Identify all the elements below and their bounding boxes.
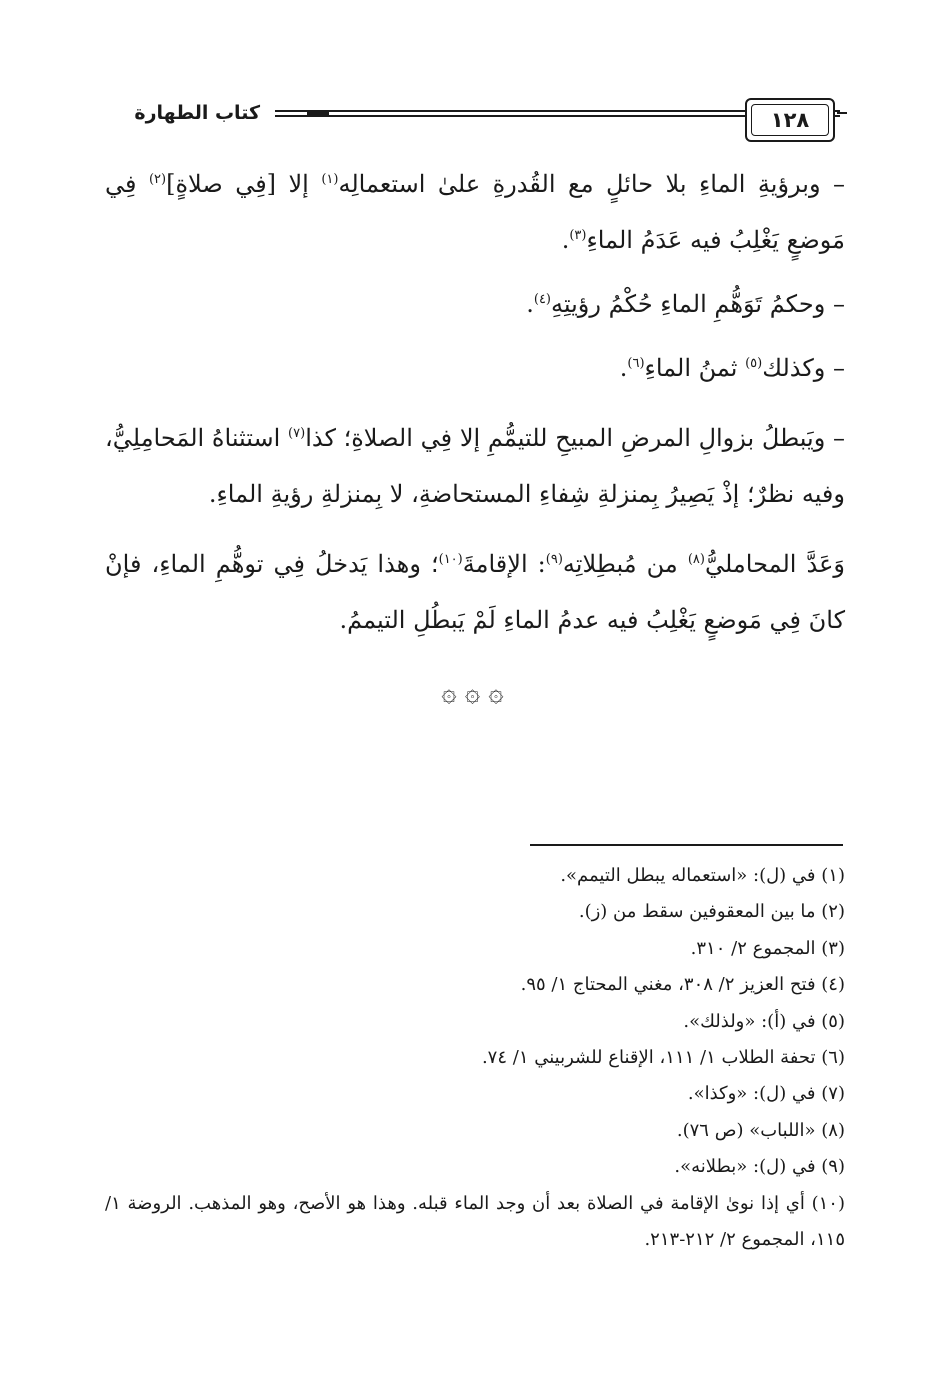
footnote-ref[interactable]: (١) xyxy=(321,172,339,187)
text-run: استثناهُ المَحامِلِيُّ، وفيه نظرٌ؛ إذْ يَصِيرُ بِمنزلةِ شِفاءِ المستحاضةِ، لا بِمنزلةِ رؤيةِ الماءِ. xyxy=(105,424,845,508)
text-run: – وبرؤيةِ الماءِ بلا حائلٍ مع القُدرةِ علىٰ استعمالِه xyxy=(338,170,846,198)
header-rule xyxy=(837,112,847,114)
text-run: . xyxy=(526,290,534,318)
footnote-separator xyxy=(530,844,843,846)
text-run: – وحكمُ تَوَهُّمِ الماءِ حُكْمُ رؤيتِهِ xyxy=(551,290,845,318)
paragraph-2 xyxy=(105,276,845,332)
main-text xyxy=(105,156,845,648)
footnote-ref[interactable]: (٩) xyxy=(545,552,563,567)
book-title: كتاب الطهارة xyxy=(134,102,260,124)
footnote: (٦) تحفة الطلاب ١/ ١١١، الإقناع للشربيني ١/ ٧٤. xyxy=(481,1047,845,1069)
footnote-ref[interactable]: (٣) xyxy=(569,228,587,243)
footnote: (٣) المجموع ٢/ ٣١٠. xyxy=(690,937,845,959)
footnote-ref[interactable]: (٢) xyxy=(148,172,167,187)
text-run: إلا [فِي صلاةٍ] xyxy=(166,170,322,198)
text-run: وَعَدَّ المحامليُّ xyxy=(704,550,846,578)
footnote: (١٠) أي إذا نوىٰ الإقامة في الصلاة بعد أن وجد الماء قبله. وهذا هو الأصح، وهو المذهب. الروضة ١/ ١١٥، المجموع ٢/ ٢١٢-٢١٣. xyxy=(105,1192,845,1251)
footnote: (٩) في (ل): «بطلانه». xyxy=(674,1156,845,1178)
paragraph-5 xyxy=(105,536,845,648)
footnote: (٧) في (ل): «وكذا». xyxy=(687,1083,845,1105)
text-run: . xyxy=(561,226,570,254)
footnote-ref[interactable]: (٥) xyxy=(745,356,763,371)
footnote: (٥) في (أ): «ولذلك». xyxy=(683,1010,845,1032)
footnote: (٤) فتح العزيز ٢/ ٣٠٨، مغني المحتاج ١/ ٩٥. xyxy=(520,974,845,996)
text-run: فِي مَوضعٍ يَغْلِبُ فيه عَدَمُ الماءِ xyxy=(105,170,845,254)
text-run: ؛ وهذا يَدخلُ فِي توهُّمِ الماءِ، فإنْ كانَ فِي مَوضعٍ يَغْلِبُ فيه عدمُ الماءِ لَمْ يَبطُلِ التيممُ. xyxy=(105,550,845,634)
footnote: (١) في (ل): «استعماله يبطل التيمم». xyxy=(560,865,845,886)
paragraph-1 xyxy=(105,156,845,268)
footnote-ref[interactable]: (٤) xyxy=(533,292,551,307)
text-run: من مُبطِلاتِه xyxy=(562,550,688,578)
text-run: – ويَبطلُ بزوالِ المرضِ المبيحِ للتيمُّمِ إلا فِي الصلاةِ؛ كذا xyxy=(305,424,846,452)
text-run: . xyxy=(619,354,628,382)
page-number: ١٢٨ xyxy=(751,104,829,136)
footnote: (٨) «اللباب» (ص ٧٦). xyxy=(676,1119,845,1141)
paragraph-4 xyxy=(105,410,845,522)
running-header xyxy=(105,98,845,150)
text-run: : الإقامةَ xyxy=(462,550,546,578)
footnote-ref[interactable]: (٨) xyxy=(687,552,705,567)
text-run: – وكذلك xyxy=(762,354,845,382)
paragraph-3 xyxy=(105,340,845,396)
footnote-ref[interactable]: (١٠) xyxy=(438,552,463,567)
footnote-ref[interactable]: (٦) xyxy=(627,356,645,371)
section-ornament-icon: ۞ ۞ ۞ xyxy=(441,678,504,708)
footnote: (٢) ما بين المعقوفين سقط من (ز). xyxy=(578,901,845,923)
page-number-frame xyxy=(745,98,835,142)
text-run: ثمنُ الماءِ xyxy=(644,354,746,382)
footnote-ref[interactable]: (٧) xyxy=(288,426,306,441)
footnotes xyxy=(105,858,845,1258)
